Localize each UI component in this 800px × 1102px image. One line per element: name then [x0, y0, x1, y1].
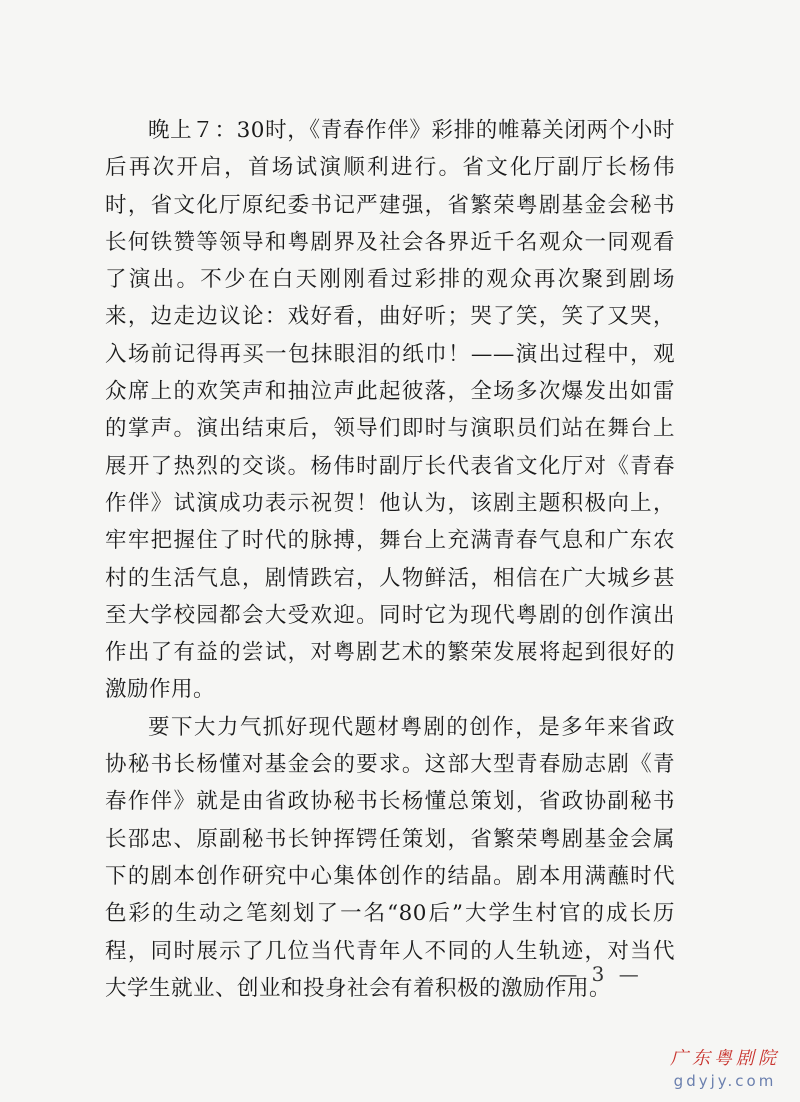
paragraph-2: 要下大力气抓好现代题材粤剧的创作，是多年来省政协秘书长杨懂对基金会的要求。这部大型青春励志剧《青春作伴》就是由省政协秘书长杨懂总策划，省政协副秘书长邵忠、原副秘书长钟挥锷任策划，省繁荣粤剧基金会属下的剧本创作研究中心集体创作的结晶。剧本用满蘸时代色彩的生动之笔刻划了一名“80后”大学生村官的成长历程，同时展示了几位当代青年人不同的人生轨迹，对当代大学生就业、创业和投身社会有着积极的激励作用。: [105, 714, 675, 1001]
watermark-url: gdyjy.com: [673, 1072, 777, 1090]
watermark-logo: [660, 1048, 790, 1092]
body-text: [105, 112, 675, 1007]
paragraph-1: 晚上７：30时，《青春作伴》彩排的帷幕关闭两个小时后再次开启，首场试演顺利进行。省文化厅副厅长杨伟时，省文化厅原纪委书记严建强，省繁荣粤剧基金会秘书长何铁赞等领导和粤剧界及社会各界近千名观众一同观看了演出。不少在白天刚刚看过彩排的观众再次聚到剧场来，边走边议论：戏好看，曲好听；哭了笑，笑了又哭，入场前记得再买一包抹眼泪的纸巾！——演出过程中，观众席上的欢笑声和抽泣声此起彼落，全场多次爆发出如雷的掌声。演出结束后，领导们即时与演职员们站在舞台上展开了热烈的交谈。杨伟时副厅长代表省文化厅对《青春作伴》试演成功表示祝贺！他认为，该剧主题积极向上，牢牢把握住了时代的脉搏，舞台上充满青春气息和广东农村的生活气息，剧情跌宕，人物鲜活，相信在广大城乡甚至大学校园都会大受欢迎。同时它为现代粤剧的创作演出作出了有益的尝试，对粤剧艺术的繁荣发展将起到很好的激励作用。: [105, 118, 675, 703]
watermark-name: 广东粤剧院: [670, 1048, 780, 1069]
page-number: — 3 —: [557, 962, 643, 986]
